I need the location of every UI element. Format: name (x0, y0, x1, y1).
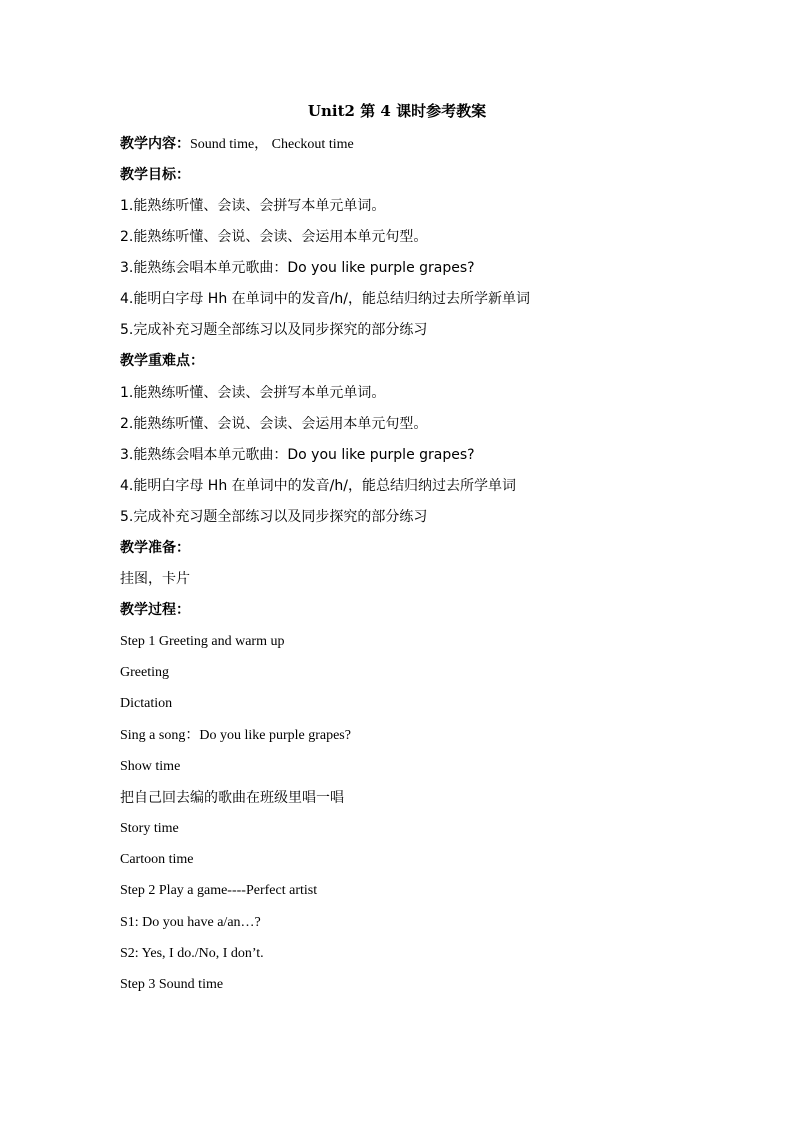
difficulty-item-4: 4.能明白字母 Hh 在单词中的发音/h/，能总结归纳过去所学单词 (120, 478, 516, 494)
process-sing-song: Sing a song：Do you like purple grapes? (120, 728, 351, 743)
process-greeting: Greeting (120, 665, 169, 680)
process-step-2: Step 2 Play a game----Perfect artist (120, 883, 318, 898)
teaching-content-value: Sound time， Checkout time (190, 137, 354, 152)
difficulty-item-1: 1.能熟练听懂、会读、会拼写本单元单词。 (120, 385, 386, 401)
process-step-3: Step 3 Sound time (120, 977, 224, 992)
teaching-content-label: 教学内容： (120, 136, 190, 152)
preparation-heading: 教学准备： (120, 540, 190, 556)
difficulty-item-5: 5.完成补充习题全部练习以及同步探究的部分练习 (120, 509, 428, 525)
teaching-content-line (120, 134, 354, 155)
goal-item-5: 5.完成补充习题全部练习以及同步探究的部分练习 (120, 322, 428, 338)
difficulties-heading: 教学重难点： (120, 353, 204, 369)
process-sing-own-song: 把自己回去编的歌曲在班级里唱一唱 (120, 790, 344, 806)
goal-item-3: 3.能熟练会唱本单元歌曲：Do you like purple grapes? (120, 260, 475, 276)
goal-item-1: 1.能熟练听懂、会读、会拼写本单元单词。 (120, 198, 386, 214)
document-title: Unit2 第 4 课时参考教案 (307, 102, 487, 120)
process-dictation: Dictation (120, 696, 173, 711)
process-cartoon-time: Cartoon time (120, 852, 194, 867)
difficulty-item-3: 3.能熟练会唱本单元歌曲：Do you like purple grapes? (120, 447, 475, 463)
difficulty-item-2: 2.能熟练听懂、会说、会读、会运用本单元句型。 (120, 416, 428, 432)
process-step-1: Step 1 Greeting and warm up (120, 634, 285, 649)
process-heading: 教学过程： (120, 602, 190, 618)
process-story-time: Story time (120, 821, 179, 836)
goal-item-4: 4.能明白字母 Hh 在单词中的发音/h/，能总结归纳过去所学新单词 (120, 291, 530, 307)
goal-item-2: 2.能熟练听懂、会说、会读、会运用本单元句型。 (120, 229, 428, 245)
preparation-value: 挂图，卡片 (120, 571, 190, 587)
goals-heading: 教学目标： (120, 167, 190, 183)
process-show-time: Show time (120, 759, 181, 774)
process-s2-answer: S2: Yes, I do./No, I don’t. (120, 946, 264, 961)
process-s1-question: S1: Do you have a/an…? (120, 915, 261, 930)
